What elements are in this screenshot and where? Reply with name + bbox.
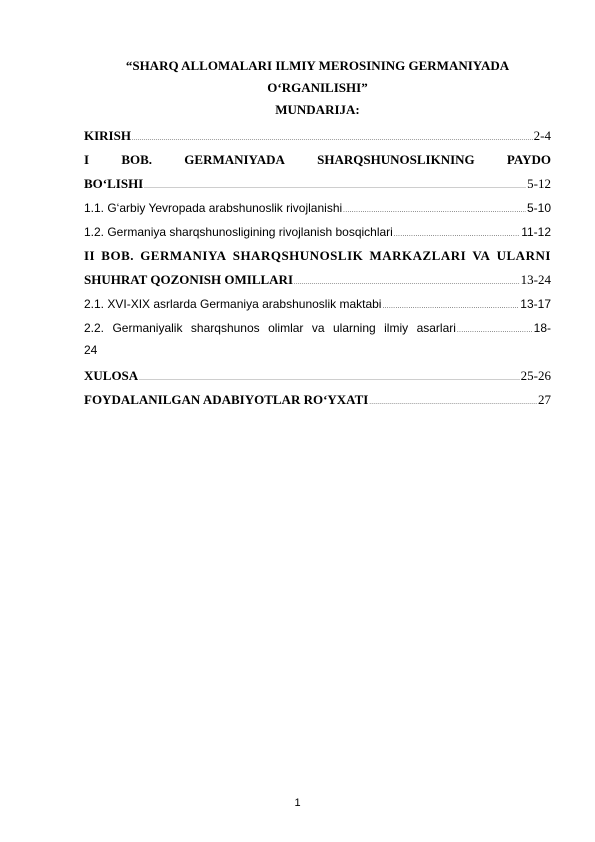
- toc-label: KIRISH: [84, 128, 131, 143]
- label-word: ilmiy: [384, 321, 409, 335]
- page-number: 1: [294, 797, 301, 809]
- label-word: va: [311, 321, 325, 335]
- toc-pages: 2-4: [533, 128, 551, 143]
- toc-pages: 18-: [533, 321, 551, 335]
- toc-entry-section-2-1[interactable]: [84, 294, 551, 314]
- heading-word: PAYDO: [506, 152, 551, 167]
- dot-leader: [457, 321, 533, 341]
- toc-label: 1.2. Germaniya sharqshunosligining rivojlanish bosqichlari: [84, 225, 393, 239]
- toc-entry-references[interactable]: [84, 390, 551, 410]
- contents-heading: MUNDARIJA:: [275, 102, 360, 117]
- dot-leader: [394, 225, 520, 245]
- toc-label: FOYDALANILGAN ADABIYOTLAR RO‘YXATI: [84, 392, 369, 407]
- dot-leader: [139, 369, 519, 389]
- toc-label: XULOSA: [84, 368, 139, 383]
- toc-entry-xulosa[interactable]: [84, 366, 551, 386]
- heading-word: BOB.: [121, 152, 153, 167]
- dot-leader: [382, 297, 519, 317]
- heading-word: SHARQSHUNOSLIKNING: [317, 152, 475, 167]
- document-title-line-2: O‘RGANILISHI”: [267, 80, 368, 95]
- dot-leader: [144, 177, 526, 197]
- toc-pages: 5-10: [526, 201, 551, 215]
- heading-word: MARKAZLARI: [369, 248, 467, 263]
- heading-word: II: [84, 248, 96, 263]
- label-word: asarlari: [416, 321, 456, 335]
- toc-label: 1.1. G‘arbiy Yevropada arabshunoslik rivojlanishi: [84, 201, 343, 215]
- document-title-line-1: “SHARQ ALLOMALARI ILMIY MEROSINING GERMANIYADA: [125, 58, 510, 73]
- toc-entry-section-2-2[interactable]: [84, 318, 551, 338]
- heading-word: ULARNI: [496, 248, 551, 263]
- heading-word: GERMANIYA: [140, 248, 227, 263]
- heading-word: BOB.: [101, 248, 135, 263]
- toc-entry-section-1-2[interactable]: [84, 222, 551, 242]
- toc-label-justified: [84, 318, 456, 338]
- label-word: 2.2.: [84, 321, 105, 335]
- toc-pages: 25-26: [520, 368, 551, 383]
- toc-entry-section-1-1[interactable]: [84, 198, 551, 218]
- toc-pages: 5-12: [527, 176, 551, 191]
- toc-label: SHUHRAT QOZONISH OMILLARI: [84, 272, 294, 287]
- toc-entry-chapter-1[interactable]: [84, 174, 551, 194]
- heading-word: I: [84, 152, 90, 167]
- dot-leader: [369, 393, 537, 413]
- label-word: olimlar: [268, 321, 304, 335]
- label-word: Germaniyalik: [112, 321, 183, 335]
- dot-leader: [132, 129, 533, 149]
- heading-word: SHARQSHUNOSLIK: [232, 248, 364, 263]
- toc-label: BO‘LISHI: [84, 176, 144, 191]
- toc-pages-continuation: 24: [84, 343, 98, 357]
- label-word: sharqshunos: [190, 321, 260, 335]
- dot-leader: [294, 273, 520, 293]
- dot-leader: [343, 201, 526, 221]
- toc-entry-chapter-2-heading[interactable]: [84, 246, 551, 266]
- toc-entry-chapter-1-heading[interactable]: [84, 150, 551, 170]
- toc-pages: 13-24: [520, 272, 551, 287]
- toc-pages: 13-17: [520, 297, 551, 311]
- toc-entry-chapter-2[interactable]: [84, 270, 551, 290]
- heading-word: VA: [472, 248, 491, 263]
- toc-pages: 27: [538, 392, 551, 407]
- toc-entry-kirish[interactable]: [84, 126, 551, 146]
- label-word: ularning: [332, 321, 376, 335]
- toc-label: 2.1. XVI-XIX asrlarda Germaniya arabshunoslik maktabi: [84, 297, 382, 311]
- toc-pages: 11-12: [521, 225, 551, 239]
- heading-word: GERMANIYADA: [184, 152, 285, 167]
